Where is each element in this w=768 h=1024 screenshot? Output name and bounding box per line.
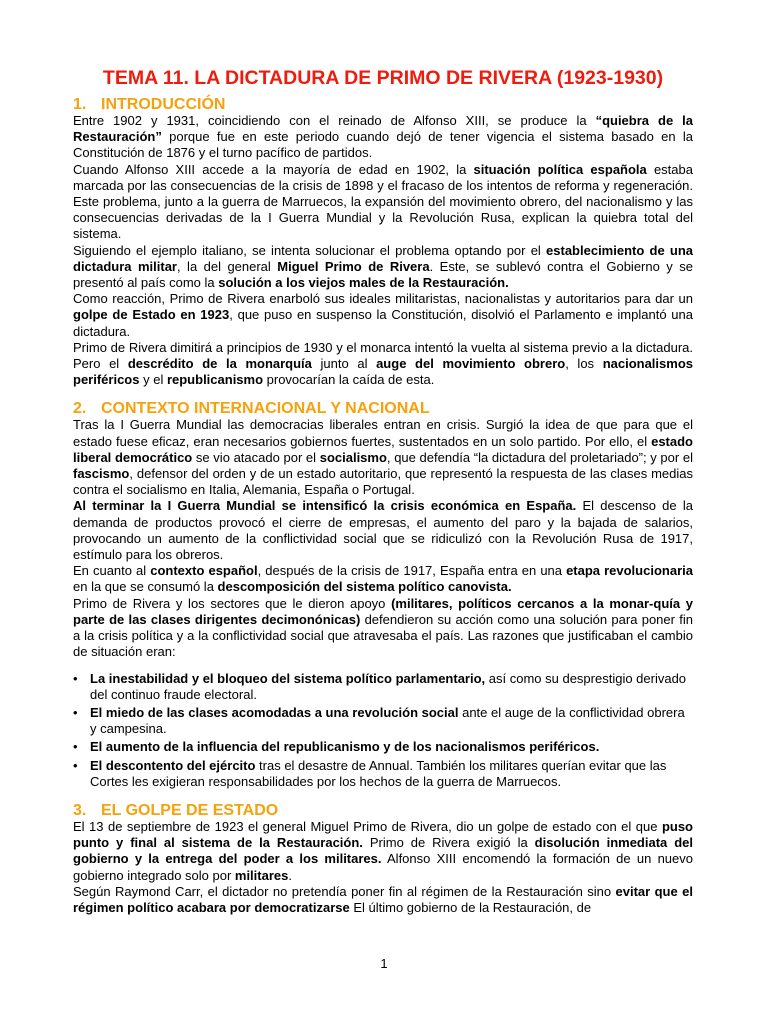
list-item — [73, 705, 693, 737]
text-run: Primo de Rivera exigió la — [362, 835, 535, 851]
paragraph — [73, 340, 693, 389]
bold-text: descomposición del sistema político canovista. — [217, 579, 512, 595]
text-run: , que puso en suspenso la Constitución, disolvió el Parlamento e implantó una dictadura. — [73, 307, 693, 339]
section — [73, 802, 693, 916]
bold-text: estado liberal democrático — [73, 433, 693, 465]
bullet-icon: • — [73, 757, 78, 773]
bold-text: El descontento del ejército — [90, 757, 256, 773]
text-run: . — [288, 867, 292, 883]
section-number: 2. — [73, 400, 87, 418]
text-run: , después de la crisis de 1917, España entra en una — [257, 563, 567, 579]
section-heading-text: INTRODUCCIÓN — [101, 96, 226, 113]
text-run: defendieron su acción como una solución para poner fin a la crisis política y a la conflictividad social que atravesaba el país. Las razones que justificaban el cambio de situación eran: — [73, 611, 693, 660]
paragraph — [73, 243, 693, 292]
text-run: Alfonso XIII encomendó la formación de un nuevo gobierno integrado solo por — [73, 851, 693, 883]
section-number: 3. — [73, 801, 87, 819]
text-run: tras el desastre de Annual. También los militares querían evitar que las Cortes les exigieran responsabilidades por los hechos de la guerra de Marruecos. — [90, 757, 667, 789]
bold-text: El aumento de la influencia del republicanismo y de los nacionalismos periféricos. — [90, 739, 600, 755]
bullet-icon: • — [73, 704, 78, 720]
sections-container — [73, 96, 693, 916]
text-run: ante el auge de la conflictividad obrera y campesina. — [90, 704, 685, 737]
text-run: Cuando Alfonso XIII accede a la mayoría de edad en 1902, la — [73, 161, 474, 177]
bold-text: golpe de Estado en 1923 — [73, 307, 230, 323]
text-run: en la que se consumó la — [73, 579, 218, 595]
section-heading — [73, 400, 693, 417]
bold-text: solución a los viejos males de la Restauración. — [218, 275, 509, 291]
bold-text: descrédito de la monarquía — [127, 356, 312, 372]
bold-text: “quiebra de la Restauración” — [73, 113, 693, 145]
bold-text: evitar que el régimen político acabara por democratizarse — [73, 883, 693, 915]
text-run: y el — [139, 372, 167, 388]
text-run: En cuanto al — [73, 563, 151, 579]
text-run: Tras la I Guerra Mundial las democracias liberales entran en crisis. Surgió la idea de que para que el estado fuese eficaz, eran necesarios gobiernos fuertes, sustentados en un solo partido. Por ello, el — [73, 417, 693, 449]
bold-text: puso punto y final al sistema de la Restauración. — [73, 818, 693, 851]
paragraph — [73, 596, 693, 661]
text-run: Primo de Rivera dimitirá a principios de 1930 y el monarca intentó la vuelta al sistema previo a la dictadura. Pero el — [73, 339, 693, 372]
text-run: , defensor del orden y de un estado autoritario, que representó la respuesta de las clases medias contra el socialismo en Italia, Alemania, España o Portugal. — [73, 466, 693, 498]
document-title: TEMA 11. LA DICTADURA DE PRIMO DE RIVERA (1923-1930) — [102, 67, 664, 89]
text-run: estaba marcada por las consecuencias de la crisis de 1898 y el fracaso de los intentos de reforma y regeneración. Este problema, junto a la guerra de Marruecos, la expansión del movimiento obrero, del nacionalismo y las consecuencias derivadas de la I Guerra Mundial y la Revolución Rusa, explican la quiebra total del sistema. — [73, 161, 693, 242]
text-run: , que defendía “la dictadura del proletariado”; y por el — [386, 449, 693, 465]
text-run: porque fue en este periodo cuando dejó de tener vigencia el sistema basado en la Constitución de 1876 y el turno pacífico de partidos. — [73, 129, 693, 161]
bold-text: socialismo — [319, 449, 387, 465]
paragraph — [73, 884, 693, 916]
bold-text: Miguel Primo de Rivera — [277, 258, 430, 274]
text-run: El descenso de la demanda de productos provocó el cierre de empresas, el aumento del paro y la bajada de salarios, provocando un aumento de la conflictividad social que se ridiculizó con la Revolución Rusa de 1917, estímulo para los obreros. — [73, 498, 693, 563]
text-run: El último gobierno de la Restauración, de — [349, 899, 592, 915]
section — [73, 96, 693, 388]
paragraph — [73, 162, 693, 243]
text-run: junto al — [311, 356, 377, 372]
paragraph — [73, 819, 693, 884]
bold-text: fascismo — [73, 466, 130, 482]
bold-text: contexto español — [150, 563, 258, 579]
bold-text: establecimiento de una dictadura militar — [73, 242, 693, 274]
bold-text: disolución inmediata del gobierno y la entrega del poder a los militares. — [73, 835, 693, 867]
paragraph — [73, 291, 693, 340]
text-run: Siguiendo el ejemplo italiano, se intenta solucionar el problema optando por el — [73, 242, 547, 258]
section — [73, 400, 693, 789]
section-heading — [73, 802, 693, 819]
list-item — [73, 758, 693, 790]
bold-text: etapa revolucionaria — [566, 563, 693, 579]
section-heading-text: EL GOLPE DE ESTADO — [101, 801, 279, 819]
text-run: Según Raymond Carr, el dictador no pretendía poner fin al régimen de la Restauración sino — [73, 883, 616, 899]
list-item — [73, 739, 693, 755]
section-heading — [73, 96, 693, 113]
text-run: Entre 1902 y 1931, coincidiendo con el reinado de Alfonso XIII, se produce la — [73, 113, 596, 128]
paragraph — [73, 498, 693, 563]
text-run: , los — [565, 356, 603, 372]
bold-text: Al terminar la I Guerra Mundial se intensificó la crisis económica en España. — [73, 498, 577, 514]
text-run: así como su desprestigio derivado del continuo fraude electoral. — [90, 670, 687, 702]
bullet-list — [73, 671, 693, 790]
text-run: Primo de Rivera y los sectores que le dieron apoyo — [73, 595, 392, 611]
text-run: El 13 de septiembre de 1923 el general Miguel Primo de Rivera, dio un golpe de estado con el que — [73, 818, 662, 834]
text-run: provocarían la caída de esta. — [263, 372, 435, 388]
text-run: Como reacción, Primo de Rivera enarboló sus ideales militaristas, nacionalistas y autoritarios para dar un — [73, 291, 693, 307]
bold-text: militares — [234, 867, 289, 883]
text-run: se vio atacado por el — [192, 449, 320, 465]
bold-text: auge del movimiento obrero — [376, 356, 566, 372]
section-heading-text: CONTEXTO INTERNACIONAL Y NACIONAL — [101, 400, 430, 418]
paragraph — [73, 417, 693, 498]
bullet-icon: • — [73, 670, 78, 686]
bold-text: La inestabilidad y el bloqueo del sistema político parlamentario, — [90, 670, 486, 686]
page-number: 1 — [380, 956, 388, 971]
bullet-icon: • — [73, 739, 78, 755]
text-run: . Este, se sublevó contra el Gobierno y se presentó al país como la — [73, 258, 693, 291]
bold-text: (militares, políticos cercanos a la monar-quía y parte de las clases dirigentes decimonónicas) — [73, 595, 693, 627]
bold-text: nacionalismos periféricos — [73, 356, 693, 388]
bold-text: El miedo de las clases acomodadas a una revolución social — [90, 704, 459, 720]
paragraph — [73, 113, 693, 162]
section-number: 1. — [73, 96, 87, 113]
bold-text: situación política española — [473, 161, 647, 177]
bold-text: republicanismo — [166, 372, 264, 388]
document-page — [73, 66, 693, 928]
text-run: , la del general — [176, 258, 278, 274]
paragraph — [73, 563, 693, 595]
list-item — [73, 671, 693, 703]
